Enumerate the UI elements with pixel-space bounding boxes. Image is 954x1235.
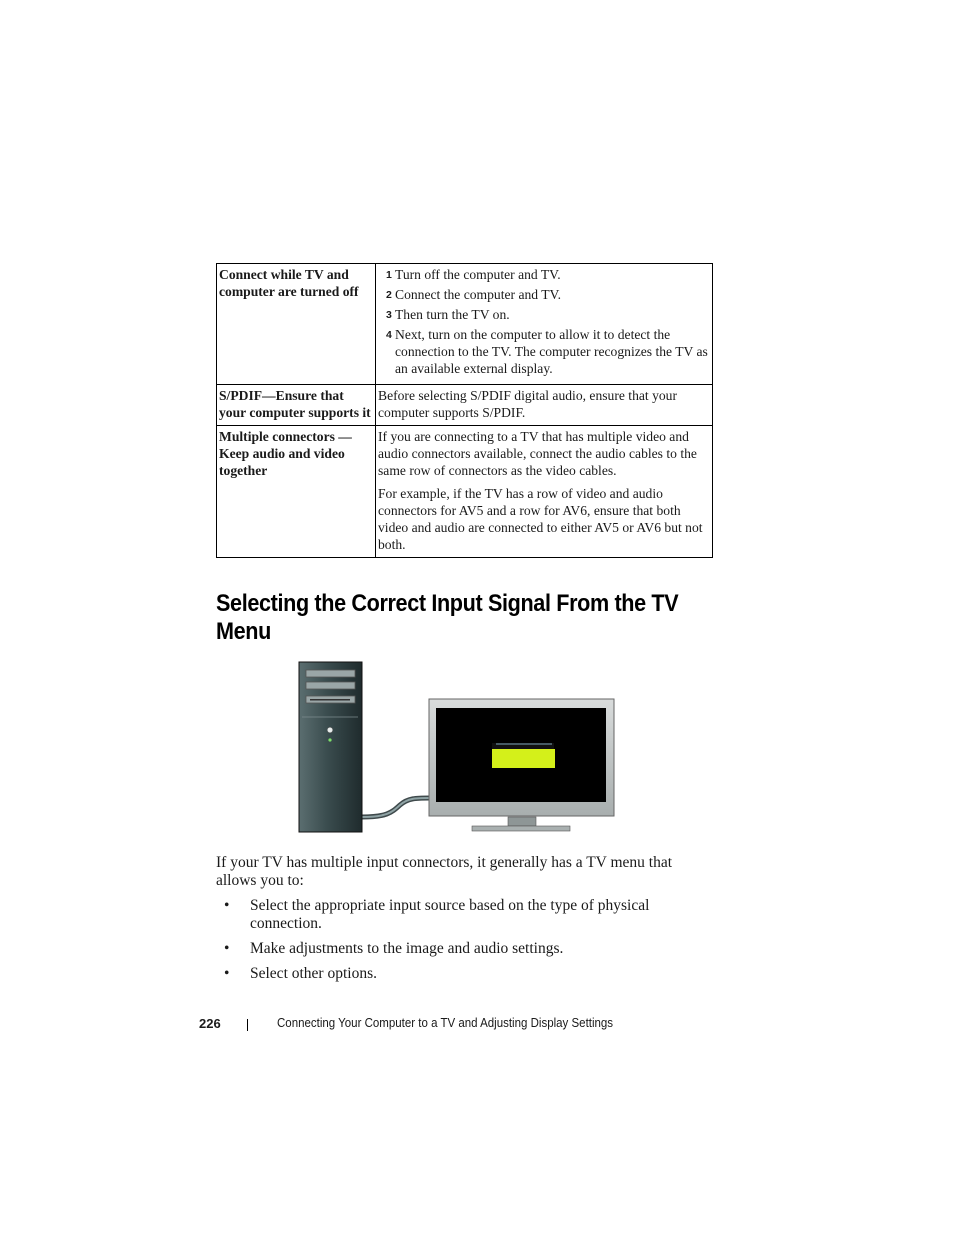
page-footer [0,1016,954,1036]
step-number: 2 [386,289,392,301]
desktop-tower-icon [299,662,362,832]
page-number: 226 [199,1016,221,1031]
step-text: Turn off the computer and TV. [395,267,561,282]
list-item-text: Make adjustments to the image and audio settings. [250,940,564,957]
table-row [217,385,713,426]
step-text: Connect the computer and TV. [395,287,561,302]
list-item-text: Select other options. [250,965,377,982]
option-list [216,897,716,983]
settings-table [216,263,713,558]
step-item [378,286,709,303]
intro-paragraph: If your TV has multiple input connectors, it generally has a TV menu that allows you to: [216,854,673,889]
bullet-icon: • [224,940,230,957]
step-item [378,266,709,283]
cell-paragraph: If you are connecting to a TV that has multiple video and audio connectors available, connect the audio cables to the same row of connectors as the video cables. [378,429,697,478]
list-item [216,940,680,958]
cable-icon [362,798,430,817]
steps-list [378,266,709,377]
cell-paragraph: Before selecting S/PDIF digital audio, ensure that your computer supports S/PDIF. [378,388,678,420]
tv-menu-icon [492,743,555,768]
row-content [376,264,713,385]
row-header: Connect while TV and computer are turned off [217,264,376,385]
step-text: Then turn the TV on. [395,307,510,322]
body-text [216,854,716,990]
step-item [378,306,709,323]
step-number: 1 [386,269,392,281]
step-number: 4 [386,329,392,341]
bullet-icon: • [224,965,230,982]
cell-paragraph: For example, if the TV has a row of video and audio connectors for AV5 and a row for AV6, ensure that both video and audio are connected to either AV5 or AV6 but not both. [378,486,703,552]
table-row [217,264,713,385]
row-header: Multiple connectors — Keep audio and video together [217,426,376,558]
step-item [378,326,709,377]
list-item-text: Select the appropriate input source based on the type of physical connection. [250,897,650,932]
bullet-icon: • [224,897,230,914]
computer-tv-illustration [296,660,620,836]
step-number: 3 [386,309,392,321]
list-item [216,965,680,983]
table-row [217,426,713,558]
tv-icon [429,699,614,831]
footer-title: Connecting Your Computer to a TV and Adjusting Display Settings [277,1016,614,1030]
row-header: S/PDIF—Ensure that your computer supports it [217,385,376,426]
step-text: Next, turn on the computer to allow it to detect the connection to the TV. The computer recognizes the TV as an available external display. [395,327,708,376]
list-item [216,897,680,933]
row-content [376,426,713,558]
footer-divider [247,1019,248,1031]
section-title: Selecting the Correct Input Signal From the TV Menu [216,590,679,645]
row-content [376,385,713,426]
